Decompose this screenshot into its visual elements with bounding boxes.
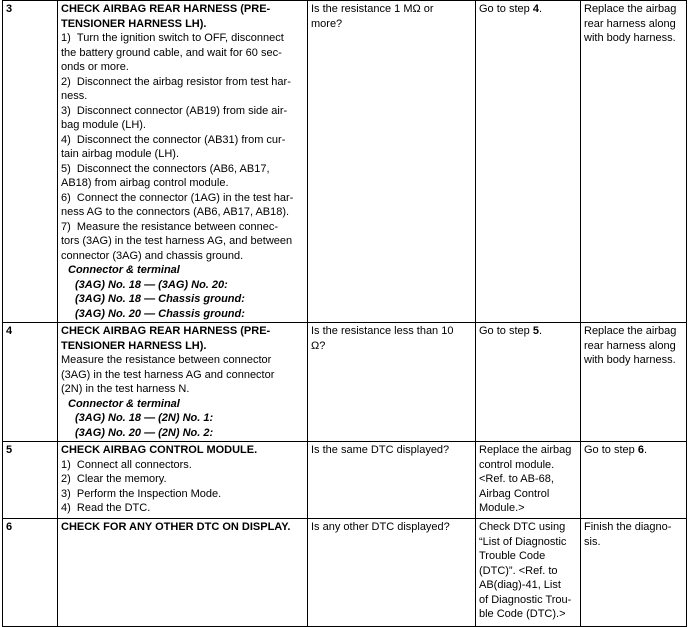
check-line: Is the resistance less than 10 (311, 325, 454, 337)
no-cell (581, 442, 687, 519)
yes-step-link[interactable]: 5 (532, 325, 539, 337)
yes-line: Replace the airbag (479, 444, 572, 456)
step-title: CHECK FOR ANY OTHER DTC ON DISPLAY. (61, 521, 291, 533)
step-number: 4 (6, 325, 13, 337)
table-row (3, 442, 687, 519)
procedure-line: 2) Clear the memory. (61, 473, 167, 485)
procedure-line: the battery ground cable, and wait for 60 sec- (61, 46, 282, 59)
procedure-line: 1) Turn the ignition switch to OFF, disconnect (61, 32, 284, 44)
no-text-suffix: . (643, 444, 647, 456)
check-cell (308, 323, 476, 442)
yes-line: ble Code (DTC).> (479, 608, 566, 620)
procedure-line: (3AG) in the test harness AG and connector (61, 368, 275, 381)
check-line: Is the same DTC displayed? (311, 444, 450, 456)
no-line: sis. (584, 535, 601, 548)
step-number: 3 (6, 3, 13, 15)
check-line: more? (311, 17, 343, 30)
yes-cell (476, 323, 581, 442)
step-number-cell (3, 519, 58, 627)
step-title: TENSIONER HARNESS LH). (61, 339, 207, 352)
step-number: 6 (6, 521, 13, 533)
procedure-line: tors (3AG) in the test harness AG, and between (61, 235, 293, 247)
check-line: Is the resistance 1 MΩ or (311, 3, 434, 15)
no-line: rear harness along (584, 17, 676, 30)
yes-text: Go to step (479, 325, 533, 337)
no-line: with body harness. (584, 32, 676, 44)
terminal-spec: (3AG) No. 18 — Chassis ground: (75, 293, 245, 305)
no-line: with body harness. (584, 354, 676, 366)
no-step-link[interactable]: 6 (637, 444, 644, 456)
yes-step-link[interactable]: 4 (532, 3, 539, 15)
yes-line: Trouble Code (479, 550, 546, 562)
step-description-cell (58, 323, 308, 442)
yes-line: Check DTC using (479, 521, 566, 533)
yes-line: (DTC)”. <Ref. to (479, 564, 558, 577)
yes-cell (476, 519, 581, 627)
yes-text-suffix: . (538, 325, 542, 337)
table-row (3, 519, 687, 627)
procedure-line: bag module (LH). (61, 119, 146, 131)
check-line: Ω? (311, 339, 326, 352)
step-number-cell (3, 1, 58, 323)
yes-line: control module. (479, 458, 555, 471)
table-row (3, 323, 687, 442)
yes-line: “List of Diagnostic (479, 535, 567, 548)
step-title: TENSIONER HARNESS LH). (61, 17, 207, 30)
terminal-spec: (3AG) No. 18 — (3AG) No. 20: (75, 278, 228, 291)
yes-line: Airbag Control (479, 487, 550, 500)
yes-line: Module.> (479, 502, 525, 514)
terminal-spec: (3AG) No. 18 — (2N) No. 1: (75, 412, 214, 424)
yes-line: of Diagnostic Trou- (479, 593, 572, 606)
no-line: Replace the airbag (584, 3, 677, 15)
terminal-heading: Connector & terminal (68, 397, 180, 410)
step-title: CHECK AIRBAG REAR HARNESS (PRE- (61, 3, 271, 15)
no-text: Go to step (584, 444, 638, 456)
no-line: rear harness along (584, 339, 676, 352)
no-cell (581, 519, 687, 627)
yes-text-suffix: . (538, 3, 542, 15)
terminal-heading: Connector & terminal (68, 264, 180, 276)
diagnostic-table (2, 0, 687, 627)
procedure-line: 4) Disconnect the connector (AB31) from cur- (61, 133, 286, 146)
check-cell (308, 1, 476, 323)
yes-text: Go to step (479, 3, 533, 15)
yes-line: AB(diag)-41, List (479, 579, 561, 591)
procedure-line: (2N) in the test harness N. (61, 383, 190, 395)
step-title: CHECK AIRBAG REAR HARNESS (PRE- (61, 325, 271, 337)
terminal-spec: (3AG) No. 20 — (2N) No. 2: (75, 426, 214, 439)
yes-line: <Ref. to AB-68, (479, 473, 554, 485)
check-cell (308, 442, 476, 519)
procedure-line: 2) Disconnect the airbag resistor from test har- (61, 75, 291, 88)
step-title: CHECK AIRBAG CONTROL MODULE. (61, 444, 258, 456)
table-row (3, 1, 687, 323)
yes-cell (476, 1, 581, 323)
procedure-line: 1) Connect all connectors. (61, 458, 192, 471)
procedure-line: 6) Connect the connector (1AG) in the test har- (61, 191, 294, 204)
procedure-line: tain airbag module (LH). (61, 148, 180, 160)
procedure-line: connector (3AG) and chassis ground. (61, 249, 244, 262)
step-description-cell (58, 519, 308, 627)
step-description-cell (58, 442, 308, 519)
no-line: Finish the diagno- (584, 521, 672, 533)
step-number: 5 (6, 444, 13, 456)
check-line: Is any other DTC displayed? (311, 521, 450, 533)
check-cell (308, 519, 476, 627)
step-number-cell (3, 442, 58, 519)
procedure-line: ness. (61, 90, 88, 102)
procedure-line: 4) Read the DTC. (61, 502, 151, 514)
procedure-line: 3) Perform the Inspection Mode. (61, 487, 222, 500)
procedure-line: 5) Disconnect the connectors (AB6, AB17, (61, 162, 270, 175)
step-description-cell (58, 1, 308, 323)
terminal-spec: (3AG) No. 20 — Chassis ground: (75, 307, 245, 320)
procedure-line: 7) Measure the resistance between connec- (61, 220, 279, 233)
procedure-line: 3) Disconnect connector (AB19) from side air- (61, 104, 288, 117)
procedure-line: AB18) from airbag control module. (61, 177, 229, 189)
procedure-line: onds or more. (61, 61, 129, 73)
yes-cell (476, 442, 581, 519)
no-cell (581, 1, 687, 323)
procedure-line: Measure the resistance between connector (61, 354, 272, 366)
step-number-cell (3, 323, 58, 442)
no-cell (581, 323, 687, 442)
procedure-line: ness AG to the connectors (AB6, AB17, AB18). (61, 206, 290, 218)
no-line: Replace the airbag (584, 325, 677, 337)
